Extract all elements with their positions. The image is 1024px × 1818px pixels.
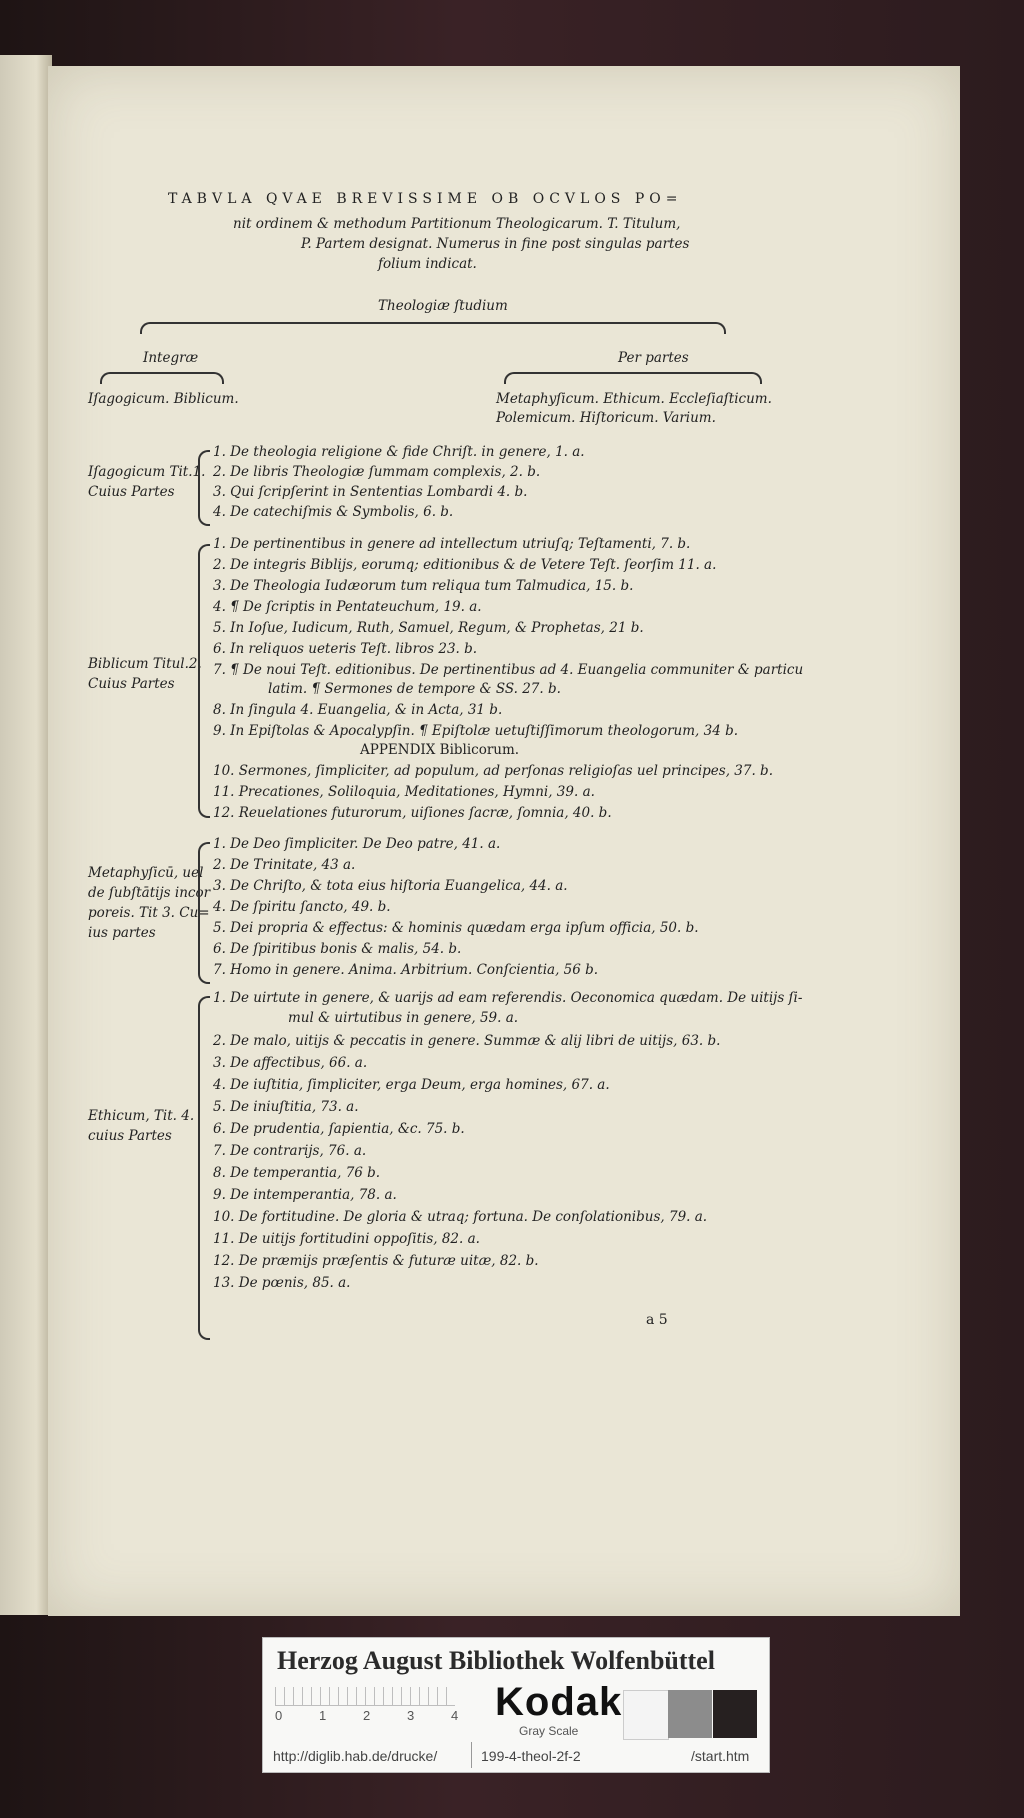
signature-mark: a 5 (646, 1312, 668, 1328)
ethicum-item: 1. De uirtute in genere, & uarijs ad eam referendis. Oeconomica quædam. De uitijs ſi- (213, 990, 803, 1006)
biblicum-item: latim. ¶ Sermones de tempore & SS. 27. b. (268, 681, 561, 697)
metaphysicum-label-2: de ſubſtātijs incor (88, 885, 211, 901)
biblicum-label-2: Cuius Partes (88, 676, 175, 692)
metaphysicum-item: 1. De Deo ſimpliciter. De Deo patre, 41. a. (213, 836, 501, 852)
kodak-logo: Kodak (495, 1680, 623, 1724)
metaphysicum-item: 4. De ſpiritu ſancto, 49. b. (213, 899, 391, 915)
tree-root: Theologiæ ſtudium (378, 298, 508, 314)
tree-left-leaves: Iſagogicum. Biblicum. (88, 391, 239, 407)
ethicum-item: 8. De temperantia, 76 b. (213, 1165, 381, 1181)
biblicum-item: 3. De Theologia Iudæorum tum reliqua tum Talmudica, 15. b. (213, 578, 634, 594)
metaphysicum-label: Metaphyſicū, uel (88, 865, 204, 881)
ruler-number: 0 (275, 1708, 283, 1723)
biblicum-item: 10. Sermones, ſimpliciter, ad populum, ad perſonas religioſas uel principes, 37. b. (213, 763, 773, 779)
tree-right-row1: Metaphyſicum. Ethicum. Eccleſiaſticum. (496, 391, 772, 407)
ruler-number: 3 (407, 1708, 415, 1723)
ethicum-item: 11. De uitijs fortitudini oppoſitis, 82. a. (213, 1231, 480, 1247)
ethicum-item: 6. De prudentia, ſapientia, &c. 75. b. (213, 1121, 465, 1137)
biblicum-item: 9. In Epiſtolas & Apocalypſin. ¶ Epiſtolæ uetuſtiſſimorum theologorum, 34 b. (213, 723, 739, 739)
biblicum-item: 8. In ſingula 4. Euangelia, & in Acta, 31 b. (213, 702, 503, 718)
ethicum-item: 13. De pœnis, 85. a. (213, 1275, 351, 1291)
ethicum-item: 12. De præmijs præſentis & futuræ uitæ, 82. b. (213, 1253, 539, 1269)
title-line-2: nit ordinem & methodum Partitionum Theologicarum. T. Titulum, (233, 216, 681, 232)
biblicum-item: 6. In reliquos ueteris Teſt. libros 23. b. (213, 641, 478, 657)
book-page (48, 66, 960, 1616)
ethicum-label: Ethicum, Tit. 4. (88, 1108, 195, 1124)
tree-right-row2: Polemicum. Hiſtoricum. Varium. (496, 410, 716, 426)
biblicum-item: 11. Precationes, Soliloquia, Meditationes, Hymni, 39. a. (213, 784, 595, 800)
ruler-number: 4 (451, 1708, 459, 1723)
ethicum-item: 7. De contrarijs, 76. a. (213, 1143, 367, 1159)
title-line-3: P. Partem designat. Numerus in fine post singulas partes (301, 236, 690, 252)
isagogicum-item: 1. De theologia religione & fide Chriſt. in genere, 1. a. (213, 444, 585, 460)
library-name: Herzog August Bibliothek Wolfenbüttel (277, 1646, 715, 1675)
integre-brace (100, 372, 224, 384)
ethicum-item: 10. De fortitudine. De gloria & utraq; fortuna. De conſolationibus, 79. a. (213, 1209, 708, 1225)
title-heading: TABVLA QVAE BREVISSIME OB OCVLOS PO= (168, 191, 683, 207)
ethicum-brace (198, 996, 210, 1340)
biblicum-item: 1. De pertinentibus in genere ad intellectum utriuſq; Teſtamenti, 7. b. (213, 536, 691, 552)
biblicum-item: 2. De integris Biblijs, eorumq; editionibus & de Vetere Teſt. ſeorſim 11. a. (213, 557, 717, 573)
biblicum-label: Biblicum Titul.2. (88, 656, 202, 672)
facing-page-edge (0, 55, 52, 1615)
biblicum-item: 5. In Ioſue, Iudicum, Ruth, Samuel, Regum, & Prophetas, 21 b. (213, 620, 644, 636)
root-brace (140, 322, 726, 334)
metaphysicum-item: 7. Homo in genere. Anima. Arbitrium. Conſcientia, 56 b. (213, 962, 599, 978)
ethicum-item: 9. De intemperantia, 78. a. (213, 1187, 397, 1203)
library-card (262, 1637, 770, 1773)
ethicum-label-2: cuius Partes (88, 1128, 172, 1144)
metaphysicum-item: 6. De ſpiritibus bonis & malis, 54. b. (213, 941, 462, 957)
title-line-4: folium indicat. (378, 256, 477, 272)
card-url: http://diglib.hab.de/drucke/ (273, 1748, 438, 1764)
swatch-dark (713, 1690, 757, 1738)
biblicum-appendix: APPENDIX Biblicorum. (360, 742, 520, 758)
biblicum-item: 4. ¶ De ſcriptis in Pentateuchum, 19. a. (213, 599, 482, 615)
ethicum-item: mul & uirtutibus in genere, 59. a. (288, 1010, 519, 1026)
gray-scale-label: Gray Scale (519, 1724, 579, 1738)
isagogicum-item: 3. Qui ſcripſerint in Sententias Lombardi 4. b. (213, 484, 528, 500)
isagogicum-label: Iſagogicum Tit.1. (88, 464, 206, 480)
metaphysicum-item: 3. De Chriſto, & tota eius hiſtoria Euangelica, 44. a. (213, 878, 568, 894)
card-id: 199-4-theol-2f-2 (481, 1748, 581, 1764)
metaphysicum-brace (198, 842, 210, 984)
tree-integre: Integræ (143, 350, 199, 366)
scale-ruler (275, 1687, 455, 1706)
card-separator (471, 1742, 472, 1768)
isagogicum-brace (198, 450, 210, 526)
tree-perpartes: Per partes (618, 350, 689, 366)
metaphysicum-label-4: ius partes (88, 925, 156, 941)
ruler-number: 2 (363, 1708, 371, 1723)
perpartes-brace (504, 372, 762, 384)
ethicum-item: 3. De affectibus, 66. a. (213, 1055, 368, 1071)
metaphysicum-label-3: poreis. Tit 3. Cu= (88, 905, 210, 921)
biblicum-item: 12. Reuelationes futurorum, uiſiones ſacræ, ſomnia, 40. b. (213, 805, 612, 821)
isagogicum-label-2: Cuius Partes (88, 484, 175, 500)
metaphysicum-item: 5. Dei propria & effectus: & hominis quædam erga ipſum officia, 50. b. (213, 920, 699, 936)
isagogicum-item: 4. De catechiſmis & Symbolis, 6. b. (213, 504, 454, 520)
swatch-gray (668, 1690, 712, 1738)
isagogicum-item: 2. De libris Theologiæ ſummam complexis, 2. b. (213, 464, 541, 480)
ethicum-item: 4. De iuſtitia, ſimpliciter, erga Deum, erga homines, 67. a. (213, 1077, 610, 1093)
swatch-white (623, 1690, 669, 1740)
ethicum-item: 2. De malo, uitijs & peccatis in genere. Summæ & alij libri de uitijs, 63. b. (213, 1033, 721, 1049)
ruler-number: 1 (319, 1708, 327, 1723)
biblicum-item: 7. ¶ De noui Teſt. editionibus. De pertinentibus ad 4. Euangelia communiter & particu (213, 662, 804, 678)
card-start: /start.htm (691, 1748, 750, 1764)
biblicum-brace (198, 544, 210, 818)
metaphysicum-item: 2. De Trinitate, 43 a. (213, 857, 356, 873)
ethicum-item: 5. De iniuſtitia, 73. a. (213, 1099, 359, 1115)
